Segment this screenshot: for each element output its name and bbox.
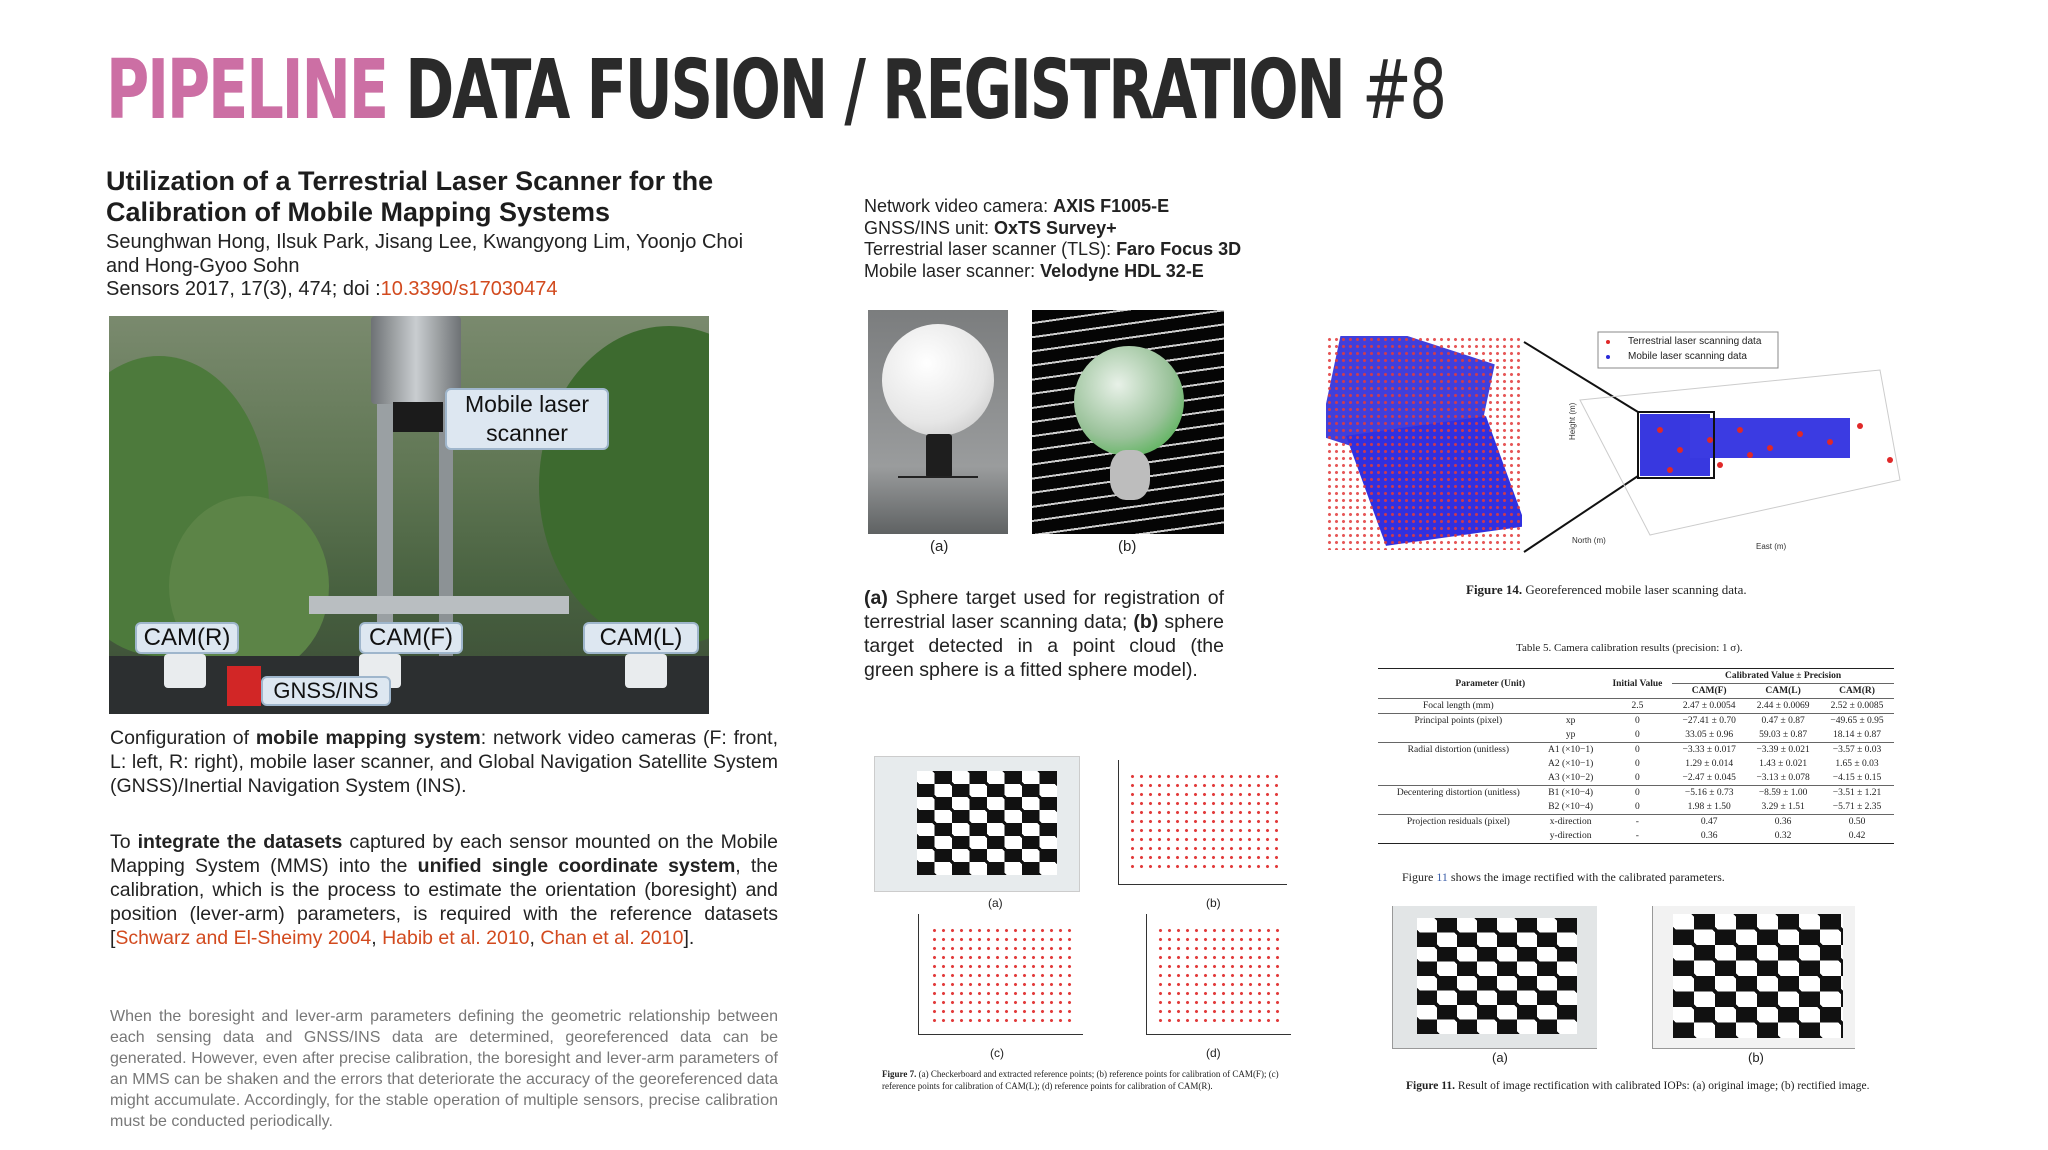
- cell-sym: A2 (×10−1): [1547, 759, 1594, 769]
- caption-text-b: sphere target detected in a point cloud (the green sphere is a fitted sphere model).: [864, 611, 1224, 681]
- table-row: [1378, 786, 1894, 801]
- fig7-caption-prefix: Figure 7.: [882, 1069, 917, 1079]
- cell-param: Focal length (mm): [1378, 699, 1539, 714]
- sensor-specs: [864, 196, 1241, 282]
- cell-init: 0: [1635, 730, 1640, 740]
- footnote-a: Figure: [1402, 870, 1437, 884]
- cell-init: 0: [1603, 786, 1673, 801]
- th-param: Parameter (Unit): [1378, 669, 1603, 699]
- cell-caml: 1.43 ± 0.021: [1759, 759, 1808, 769]
- spec-tls: [864, 239, 1241, 261]
- ref-sep-2: ,: [529, 927, 541, 949]
- fig7-label-c: (c): [990, 1046, 1004, 1060]
- th-camf: CAM(F): [1691, 686, 1727, 696]
- fig14-axis-east: East (m): [1756, 542, 1787, 551]
- fig14-caption-prefix: Figure 14.: [1466, 582, 1523, 597]
- table-row: [1378, 714, 1894, 729]
- th-camr: CAM(R): [1839, 686, 1875, 696]
- cell-param: [1378, 757, 1539, 771]
- calibration-table: [1378, 668, 1894, 844]
- sphere-photo: [868, 310, 1008, 534]
- caption-text-a: Sphere target used for registration of terrestrial laser scanning data;: [864, 587, 1224, 633]
- fig7-checkerboard: [874, 756, 1080, 892]
- fig7-plot-b: [1106, 756, 1290, 890]
- fig7-label-b: (b): [1206, 896, 1221, 910]
- cell-init: 0: [1635, 802, 1640, 812]
- cell-caml: −8.59 ± 1.00: [1746, 786, 1820, 801]
- cell-sym: A1 (×10−1): [1539, 743, 1603, 758]
- table-row: [1378, 728, 1894, 743]
- th-calibrated: Calibrated Value ± Precision: [1672, 669, 1894, 684]
- cell-init: -: [1603, 829, 1673, 844]
- cell-param: [1378, 800, 1539, 815]
- integrate-a: To: [110, 831, 138, 853]
- cell-camr: 2.52 ± 0.0085: [1820, 699, 1894, 714]
- cell-camf: 2.47 ± 0.0054: [1672, 699, 1746, 714]
- caption-label-b: (b): [1133, 611, 1159, 633]
- cell-init: 0: [1603, 714, 1673, 729]
- cell-camf: 0.36: [1672, 829, 1746, 844]
- integrate-paragraph: [110, 830, 778, 950]
- table-row: [1378, 829, 1894, 844]
- integrate-d: unified single coordinate system: [417, 855, 736, 877]
- paper-title: Utilization of a Terrestrial Laser Scanner for the Calibration of Mobile Mapping Systems: [106, 166, 714, 227]
- cell-init: -: [1603, 815, 1673, 830]
- slide-title: [106, 43, 1445, 138]
- fig14-point-cloud-left: [1326, 336, 1522, 550]
- paper-authors: Seunghwan Hong, Ilsuk Park, Jisang Lee, Kwangyong Lim, Yoonjo Choi and Hong-Gyoo Sohn: [106, 231, 744, 277]
- cell-caml: −3.39 ± 0.021: [1746, 743, 1820, 758]
- cell-init: 0: [1603, 743, 1673, 758]
- cell-camr: 1.65 ± 0.03: [1835, 759, 1879, 769]
- mms-photo: [109, 316, 709, 714]
- table5-footnote: [1402, 870, 1725, 885]
- cell-sym: B2 (×10−4): [1548, 802, 1593, 812]
- spec-label: Network video camera:: [864, 196, 1054, 216]
- fig11-caption-text: Result of image rectification with calibrated IOPs: (a) original image; (b) rectified image.: [1454, 1080, 1870, 1092]
- cell-sym: B1 (×10−4): [1539, 786, 1603, 801]
- callout-cam-f: CAM(F): [359, 622, 463, 654]
- th-caml: CAM(L): [1765, 686, 1801, 696]
- cell-camr: −5.71 ± 2.35: [1832, 802, 1882, 812]
- fig14-legend-tls: Terrestrial laser scanning data: [1628, 336, 1762, 347]
- fig14-zoom-plot: [1520, 330, 1920, 560]
- th-initial: Initial Value: [1603, 669, 1673, 699]
- table-row: [1378, 800, 1894, 815]
- caption-label-a: (a): [864, 587, 888, 609]
- cell-param: [1378, 771, 1539, 786]
- cell-sym: y-direction: [1539, 829, 1603, 844]
- fig14-axis-north: North (m): [1572, 536, 1606, 545]
- fig11-original-image: [1392, 906, 1597, 1049]
- title-highlight: PIPELINE: [106, 43, 387, 138]
- spec-label: GNSS/INS unit:: [864, 217, 995, 238]
- sphere-point-cloud: [1032, 310, 1224, 534]
- fig7-caption-text: (a) Checkerboard and extracted reference points; (b) reference points for calibration of CAM(F); (c) reference points for calibration of CAM(L); (d) reference points for calibration of CAM(R).: [882, 1069, 1279, 1091]
- spec-label: Mobile laser scanner:: [864, 260, 1041, 281]
- sphere-label-b: (b): [1118, 538, 1137, 555]
- callout-gnss-ins: GNSS/INS: [261, 676, 391, 706]
- cell-camf: −27.41 ± 0.70: [1672, 714, 1746, 729]
- ref-sep-1: ,: [371, 927, 383, 949]
- cell-caml: 0.32: [1746, 829, 1820, 844]
- spec-gnss: [864, 218, 1241, 240]
- cell-camf: 1.98 ± 1.50: [1687, 802, 1731, 812]
- callout-cam-l: CAM(L): [583, 622, 699, 654]
- cell-param: Principal points (pixel): [1378, 714, 1539, 729]
- cell-caml: 0.47 ± 0.87: [1746, 714, 1820, 729]
- cell-camf: −3.33 ± 0.017: [1672, 743, 1746, 758]
- integrate-b: integrate the datasets: [137, 831, 343, 853]
- fig11-caption: [1406, 1080, 1869, 1092]
- integrate-f: ].: [683, 927, 695, 949]
- fig7-label-d: (d): [1206, 1046, 1221, 1060]
- footnote-b: shows the image rectified with the calibrated parameters.: [1447, 870, 1725, 884]
- fig11-label-a: (a): [1492, 1050, 1508, 1065]
- fig14-axis-height: Height (m): [1568, 402, 1577, 440]
- spec-camera: [864, 196, 1241, 218]
- fig11-label-b: (b): [1748, 1050, 1764, 1065]
- cell-camr: 0.42: [1820, 829, 1894, 844]
- ref-chan[interactable]: Chan et al. 2010: [540, 927, 684, 949]
- paper-reference: [106, 278, 557, 301]
- spec-value: OxTS Survey+: [994, 217, 1117, 238]
- cell-sym: x-direction: [1539, 815, 1603, 830]
- spec-value: Velodyne HDL 32-E: [1040, 260, 1204, 281]
- cell-init: 0: [1635, 773, 1640, 783]
- config-text-2: : network video cameras (F: front, L: left, R: right), mobile laser scanner, and Global Navigation Satellite System (GNSS)/Inertial Navigation System (INS).: [110, 727, 779, 797]
- integrate-e: , the calibration, which is the process to estimate the orientation (boresight) and position (lever-arm) parameters, is required with the reference datasets [: [110, 855, 778, 949]
- config-text-1: Configuration of: [110, 727, 256, 749]
- spec-label: Terrestrial laser scanner (TLS):: [864, 239, 1117, 259]
- cell-camf: 0.47: [1672, 815, 1746, 830]
- cell-sym: A3 (×10−2): [1547, 773, 1594, 783]
- fig7-caption: [882, 1068, 1282, 1092]
- cell-camf: −5.16 ± 0.73: [1672, 786, 1746, 801]
- fig14-legend-mls: Mobile laser scanning data: [1628, 351, 1747, 362]
- figure11-link[interactable]: 11: [1436, 870, 1448, 884]
- table-row: [1378, 699, 1894, 714]
- table-row: [1378, 771, 1894, 786]
- callout-mobile-laser-scanner: Mobile laser scanner: [445, 388, 609, 450]
- cell-param: Projection residuals (pixel): [1378, 815, 1539, 830]
- spec-mls: [864, 261, 1241, 283]
- table5-body: [1378, 699, 1894, 844]
- cell-caml: 59.03 ± 0.87: [1759, 730, 1808, 740]
- integrate-c: captured by each sensor mounted on the Mobile Mapping System (MMS) into the: [110, 831, 779, 877]
- ref-habib[interactable]: Habib et al. 2010: [382, 927, 530, 949]
- cell-camr: −3.51 ± 1.21: [1820, 786, 1894, 801]
- cell-sym: [1539, 699, 1603, 714]
- cell-sym: yp: [1565, 730, 1576, 740]
- boresight-paragraph: When the boresight and lever-arm parameters defining the geometric relationship between each sensing data and GNSS/INS data are determined, georeferenced data can be generated. However, even after precise calibration, the boresight and lever-arm parameters of an MMS can be shaken and the errors that deteriorate the accuracy of the georeferenced data might accumulate. Accordingly, for the stable operation of multiple sensors, precise calibration must be conducted periodically.: [110, 1008, 778, 1130]
- cell-sym: xp: [1539, 714, 1603, 729]
- table-row: [1378, 743, 1894, 758]
- cell-init: 2.5: [1603, 699, 1673, 714]
- table5-title: Table 5. Camera calibration results (precision: 1 σ).: [1516, 642, 1743, 654]
- cell-param: Radial distortion (unitless): [1378, 743, 1539, 758]
- doi-link[interactable]: 10.3390/s17030474: [380, 278, 558, 300]
- cell-caml: 3.29 ± 1.51: [1761, 802, 1805, 812]
- cell-param: [1378, 728, 1539, 743]
- table-row: [1378, 815, 1894, 830]
- spec-value: AXIS F1005-E: [1053, 196, 1170, 216]
- cell-param: Decentering distortion (unitless): [1378, 786, 1539, 801]
- fig7-plot-c: [908, 910, 1086, 1040]
- fig14-caption-text: Georeferenced mobile laser scanning data.: [1522, 582, 1747, 597]
- fig7-plot-d: [1136, 910, 1294, 1040]
- cell-camr: −49.65 ± 0.95: [1820, 714, 1894, 729]
- config-text-bold: mobile mapping system: [255, 727, 481, 749]
- cell-param: [1378, 829, 1539, 844]
- fig14-caption: [1466, 582, 1747, 598]
- cell-camr: 18.14 ± 0.87: [1833, 730, 1882, 740]
- cell-camr: −4.15 ± 0.15: [1832, 773, 1882, 783]
- spec-value: Faro Focus 3D: [1116, 239, 1242, 259]
- cell-caml: −3.13 ± 0.078: [1756, 773, 1810, 783]
- cell-camr: −3.57 ± 0.03: [1820, 743, 1894, 758]
- config-caption: [110, 726, 778, 798]
- fig11-caption-prefix: Figure 11.: [1406, 1080, 1455, 1092]
- ref-schwarz[interactable]: Schwarz and El-Sheimy 2004: [115, 927, 372, 949]
- reference-prefix: Sensors 2017, 17(3), 474; doi :: [106, 278, 381, 300]
- title-number: #8: [1362, 43, 1445, 138]
- cell-camf: 33.05 ± 0.96: [1685, 730, 1734, 740]
- title-main: DATA FUSION / REGISTRATION: [405, 43, 1344, 138]
- cell-camf: −2.47 ± 0.045: [1682, 773, 1736, 783]
- cell-caml: 2.44 ± 0.0069: [1746, 699, 1820, 714]
- sphere-caption: [864, 586, 1224, 682]
- fig11-rectified-image: [1652, 906, 1855, 1049]
- table-row: [1378, 757, 1894, 771]
- cell-init: 0: [1635, 759, 1640, 769]
- cell-camr: 0.50: [1820, 815, 1894, 830]
- fig7-label-a: (a): [988, 896, 1003, 910]
- sphere-label-a: (a): [930, 538, 949, 555]
- callout-cam-r: CAM(R): [135, 622, 239, 654]
- cell-caml: 0.36: [1746, 815, 1820, 830]
- cell-camf: 1.29 ± 0.014: [1685, 759, 1734, 769]
